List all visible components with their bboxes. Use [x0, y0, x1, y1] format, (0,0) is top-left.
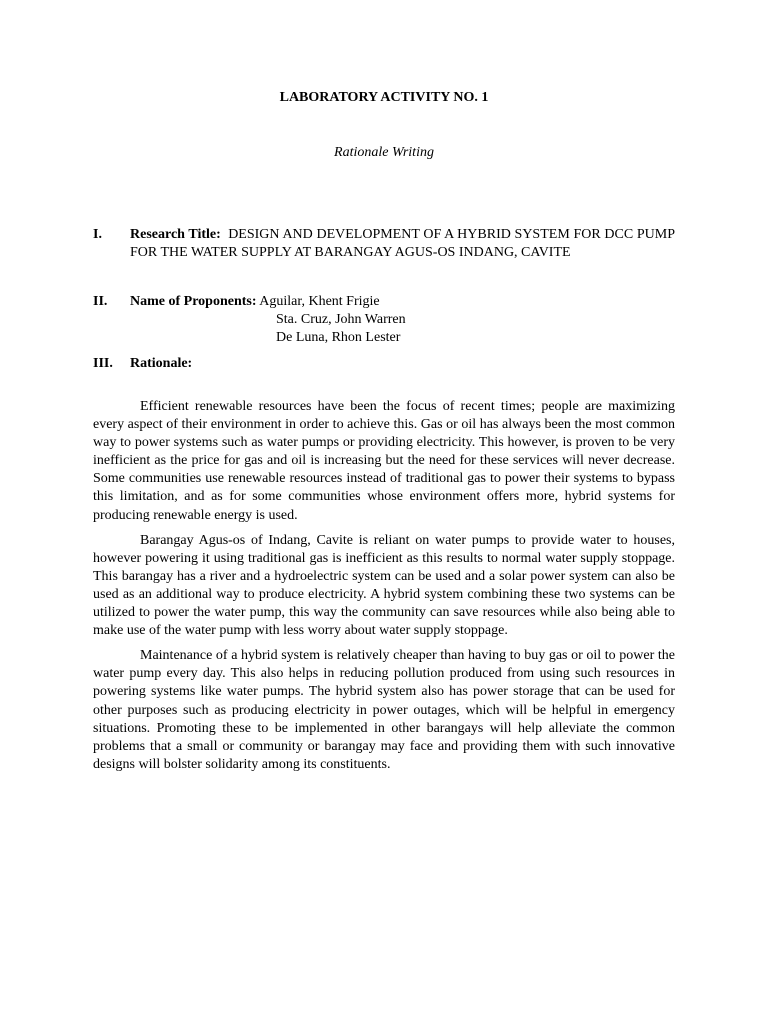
proponent-name: Sta. Cruz, John Warren: [276, 312, 406, 327]
proponents-label: Name of Proponents:: [130, 294, 257, 309]
proponent-name: Aguilar, Khent Frigie: [259, 294, 380, 309]
paragraph: Maintenance of a hybrid system is relatively cheaper than having to buy gas or oil to power the water pump every day. This also helps in reducing pollution produced from using such resources in powering systems like water pumps. The hybrid system also has power storage that can be used for other purposes such as producing electricity in power outages, which will be helpful in emergency situations. Promoting these to be implemented in other barangays will help alleviate the common problems that a small or community or barangay may face and providing them with such innovative designs will bolster solidarity among its constituents.: [93, 648, 675, 772]
section-research-title: [93, 226, 675, 262]
section-rationale: [93, 355, 675, 373]
research-title-label: Research Title:: [130, 227, 221, 242]
document-title: LABORATORY ACTIVITY NO. 1: [279, 90, 489, 105]
document-subtitle: Rationale Writing: [334, 145, 434, 160]
rationale-text: [93, 398, 675, 781]
proponent-name: De Luna, Rhon Lester: [276, 330, 401, 345]
research-title-value: DESIGN AND DEVELOPMENT OF A HYBRID SYSTEM FOR DCC PUMP FOR THE WATER SUPPLY AT BARANGAY AGUS-OS INDANG, CAVITE: [130, 227, 675, 260]
research-title-body: [130, 226, 675, 262]
section-number: II.: [93, 294, 108, 309]
section-proponents: [93, 293, 675, 347]
proponents-body: [130, 293, 675, 347]
section-number: I.: [93, 227, 102, 242]
rationale-heading-body: [130, 355, 675, 373]
paragraph: Barangay Agus-os of Indang, Cavite is reliant on water pumps to provide water to houses, however powering it using traditional gas is inefficient as this results to normal water supply stoppage. This barangay has a river and a hydroelectric system can be used and a solar power system can also be used as an additional way to produce electricity. A hybrid system combining these two systems can be utilized to power the water pump, this way the community can save resources while also being able to make use of the water pump with less worry about water supply stoppage.: [93, 532, 675, 639]
rationale-label: Rationale:: [130, 356, 193, 371]
section-number: III.: [93, 356, 113, 371]
paragraph: Efficient renewable resources have been the focus of recent times; people are maximizing every aspect of their environment in order to achieve this. Gas or oil has always been the most common way to power systems such as water pumps or providing electricity. This however, is proven to be very inefficient as the price for gas and oil is increasing but the need for these services will never decrease. Some communities use renewable resources instead of traditional gas to power their systems to bypass this limitation, and as for some communities whose environment offers more, hybrid systems for producing renewable energy is used.: [93, 399, 675, 523]
